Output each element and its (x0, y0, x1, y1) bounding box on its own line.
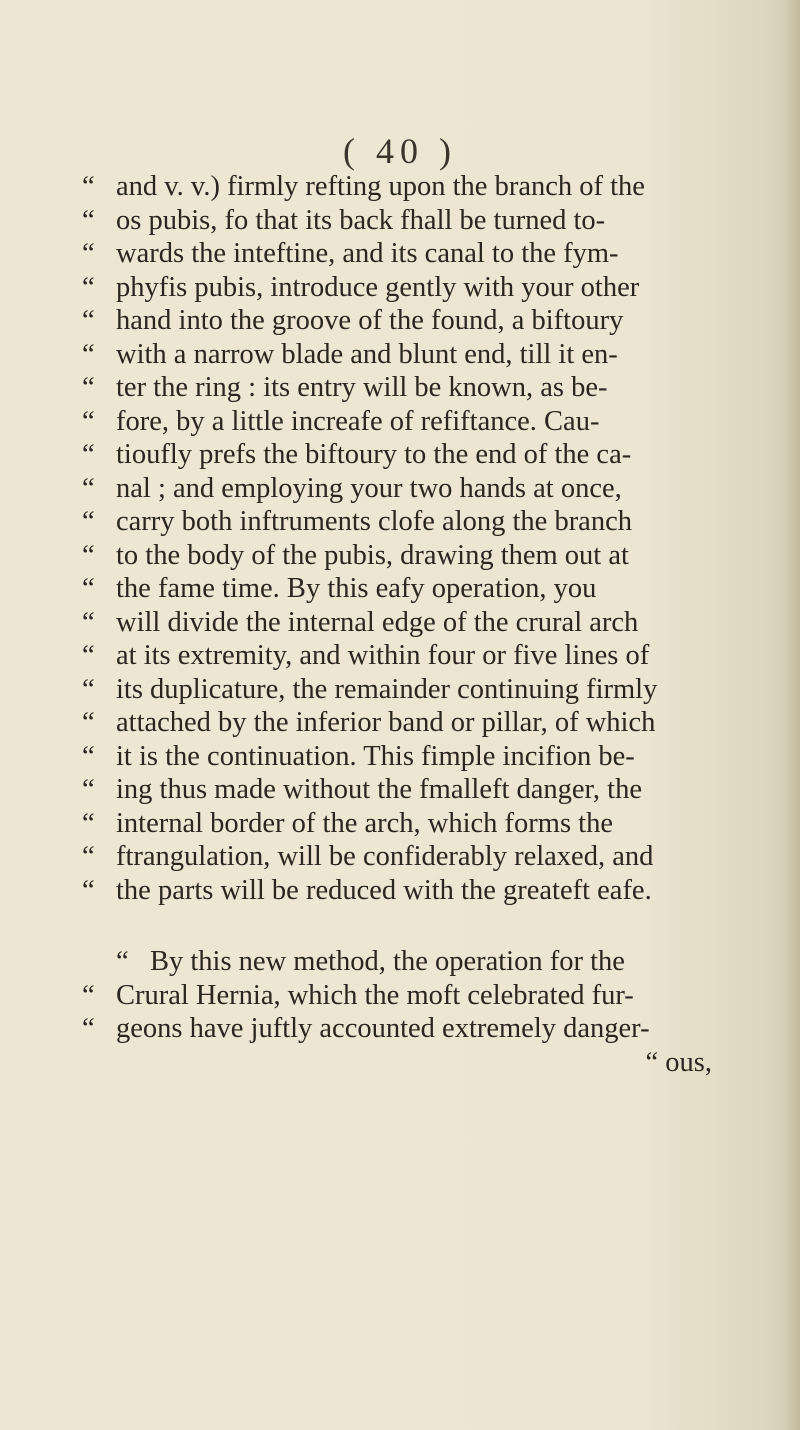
text-line (82, 1012, 732, 1046)
text-line (82, 170, 732, 204)
line-text: to the body of the pubis, drawing them out at (116, 539, 629, 571)
line-text: Crural Hernia, which the moft celebrated fur- (116, 979, 634, 1011)
text-line (82, 979, 732, 1013)
text-line (82, 673, 732, 707)
quote-mark: “ (82, 740, 95, 772)
line-text: at its extremity, and within four or five lines of (116, 640, 650, 671)
quote-mark: “ (82, 874, 95, 906)
text-line (82, 271, 732, 305)
paragraph-1 (82, 170, 732, 907)
page-number: ( 40 ) (343, 131, 457, 171)
line-text: ter the ring : its entry will be known, as be- (116, 372, 608, 403)
line-text: hand into the groove of the found, a biftoury (116, 305, 624, 336)
quote-mark: “ (82, 573, 95, 604)
page-edge (786, 0, 800, 1430)
quote-mark: “ (82, 606, 95, 638)
quote-mark: “ (82, 707, 95, 738)
quote-mark: “ (82, 673, 95, 705)
text-line (82, 237, 732, 271)
line-text: os pubis, fo that its back fhall be turned to- (116, 204, 606, 236)
quote-mark: “ (82, 1013, 95, 1044)
quote-mark: “ (82, 774, 95, 805)
text-line (82, 472, 732, 506)
text-line (82, 706, 732, 740)
line-text: internal border of the arch, which forms the (116, 807, 613, 839)
line-text: and v. v.) firmly refting upon the branch of the (116, 171, 645, 202)
quote-mark: “ (82, 506, 95, 537)
line-text: tioufly prefs the biftoury to the end of the ca- (116, 439, 632, 470)
line-text: ing thus made without the fmalleft danger, the (116, 774, 642, 805)
quote-mark: “ (82, 539, 95, 571)
quote-mark: “ (82, 238, 95, 269)
line-text: the parts will be reduced with the greateft eafe. (116, 874, 652, 906)
line-text: it is the continuation. This fimple incifion be- (116, 740, 635, 772)
quote-mark: “ (82, 405, 95, 437)
text-line (82, 874, 732, 908)
paragraph-gap (82, 907, 732, 945)
line-text: will divide the internal edge of the crural arch (116, 606, 639, 638)
quote-mark: “ (82, 439, 95, 470)
text-line (82, 840, 732, 874)
quote-mark: “ (116, 946, 129, 977)
text-line (82, 204, 732, 238)
line-text: its duplicature, the remainder continuing firmly (116, 673, 658, 705)
quote-mark: “ (82, 204, 95, 236)
quote-mark: “ (82, 372, 95, 403)
text-line (82, 304, 732, 338)
text-line (82, 438, 732, 472)
line-text: the fame time. By this eafy operation, you (116, 573, 597, 604)
line-text: nal ; and employing your two hands at once, (116, 472, 622, 504)
line-text: phyfis pubis, introduce gently with your other (116, 271, 640, 303)
quote-mark: “ (82, 640, 95, 671)
quote-mark: “ (82, 841, 95, 872)
quote-mark: “ (82, 338, 95, 370)
line-text: By this new method, the operation for the (150, 946, 625, 977)
line-text: wards the inteftine, and its canal to the fym- (116, 238, 619, 269)
text-line (82, 945, 732, 979)
catchword: “ ous, (645, 1046, 712, 1078)
quote-mark: “ (82, 979, 95, 1011)
text-line (82, 807, 732, 841)
text-line (82, 539, 732, 573)
text-line (82, 773, 732, 807)
text-line (82, 405, 732, 439)
line-text: fore, by a little increafe of refiftance. Cau- (116, 405, 600, 437)
line-text: attached by the inferior band or pillar, of which (116, 707, 656, 738)
text-line (82, 505, 732, 539)
body-text (82, 170, 732, 1079)
line-text: ftrangulation, will be confiderably relaxed, and (116, 841, 654, 872)
line-text: with a narrow blade and blunt end, till it en- (116, 338, 618, 370)
text-line (82, 371, 732, 405)
text-line (82, 639, 732, 673)
text-line (82, 606, 732, 640)
quote-mark: “ (82, 171, 95, 202)
quote-mark: “ (82, 305, 95, 336)
quote-mark: “ (82, 472, 95, 504)
text-line (82, 572, 732, 606)
text-line (82, 740, 732, 774)
text-line (82, 338, 732, 372)
paragraph-2 (82, 945, 732, 1046)
quote-mark: “ (82, 807, 95, 839)
line-text: carry both inftruments clofe along the branch (116, 506, 632, 537)
line-text: geons have juftly accounted extremely danger- (116, 1013, 650, 1044)
quote-mark: “ (82, 271, 95, 303)
